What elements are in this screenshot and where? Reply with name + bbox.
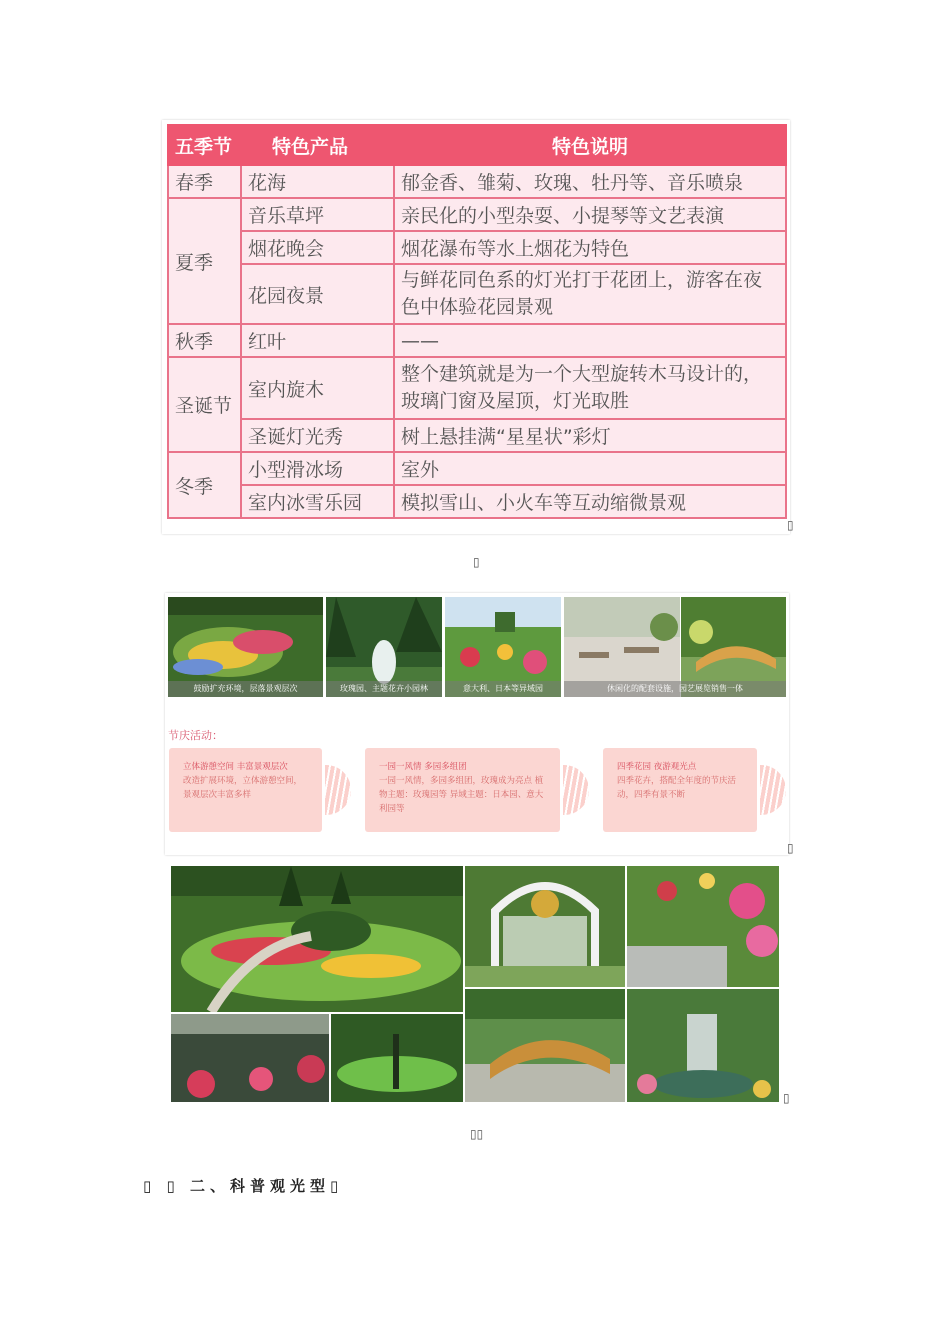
table-row bbox=[168, 452, 786, 485]
season-table-figure bbox=[162, 120, 790, 534]
table-row bbox=[168, 324, 786, 357]
paragraph-mark: ▯ bbox=[783, 1091, 790, 1105]
header-season: 五季节 bbox=[168, 125, 241, 165]
card-body: 四季花卉，搭配全年度的节庆活动，四季有景不断 bbox=[617, 776, 737, 800]
product-cell: 花海 bbox=[241, 165, 394, 198]
garden-activities-figure bbox=[165, 593, 789, 855]
description-cell: 郁金香、雏菊、玫瑰、牡丹等、音乐喷泉 bbox=[394, 165, 786, 198]
petal-ornament bbox=[760, 765, 786, 815]
season-cell: 夏季 bbox=[168, 198, 241, 324]
garden-photo-collage bbox=[169, 864, 781, 1104]
description-cell: 与鲜花同色系的灯光打于花团上，游客在夜色中体验花园景观 bbox=[394, 264, 786, 324]
product-cell: 小型滑冰场 bbox=[241, 452, 394, 485]
description-cell: —— bbox=[394, 324, 786, 357]
petal-ornament bbox=[563, 765, 589, 815]
lawn-fountain-photo bbox=[331, 1014, 463, 1102]
table-row bbox=[168, 264, 786, 324]
description-cell: 室外 bbox=[394, 452, 786, 485]
table-row bbox=[168, 198, 786, 231]
description-cell: 亲民化的小型杂耍、小提琴等文艺表演 bbox=[394, 198, 786, 231]
sunken-garden-photo bbox=[171, 866, 463, 1012]
photo-caption: 休闲化的配套设施，园艺展览销售一体 bbox=[564, 681, 786, 697]
card-title: 立体游憩空间 丰富景观层次 bbox=[183, 762, 288, 772]
photo-caption: 意大利、日本等异域园 bbox=[445, 681, 561, 697]
header-product: 特色产品 bbox=[241, 125, 394, 165]
paragraph-mark: ▯▯ bbox=[470, 1127, 484, 1141]
table-row bbox=[168, 165, 786, 198]
season-cell: 冬季 bbox=[168, 452, 241, 518]
season-cell: 秋季 bbox=[168, 324, 241, 357]
table-header-row bbox=[168, 125, 786, 165]
activity-card bbox=[603, 748, 757, 832]
flower-bed-photo bbox=[627, 866, 779, 987]
description-cell: 烟花瀑布等水上烟花为特色 bbox=[394, 231, 786, 264]
description-cell: 模拟雪山、小火车等互动缩微景观 bbox=[394, 485, 786, 518]
header-description: 特色说明 bbox=[394, 125, 786, 165]
description-cell: 树上悬挂满“星星状”彩灯 bbox=[394, 419, 786, 452]
section-heading: ▯ ▯ 二、科普观光型▯ bbox=[143, 1177, 344, 1195]
paragraph-mark: ▯ bbox=[787, 841, 794, 855]
product-cell: 花园夜景 bbox=[241, 264, 394, 324]
paragraph-mark: ▯ bbox=[787, 518, 794, 532]
table-row bbox=[168, 485, 786, 518]
card-body: 一园一风情，多园多组团，玫瑰成为亮点 植物主题：玫瑰园等 异域主题：日本园、意大利园等 bbox=[379, 776, 544, 814]
product-cell: 圣诞灯光秀 bbox=[241, 419, 394, 452]
table-row bbox=[168, 419, 786, 452]
hanging-flowers-photo bbox=[171, 1014, 329, 1102]
trellis-arch-photo bbox=[465, 866, 625, 987]
product-cell: 室内旋木 bbox=[241, 357, 394, 419]
curved-bench-photo bbox=[465, 989, 625, 1102]
table-row bbox=[168, 357, 786, 419]
card-body: 改造扩展环境，立体游憩空间，景观层次丰富多样 bbox=[183, 776, 303, 800]
product-cell: 音乐草坪 bbox=[241, 198, 394, 231]
product-cell: 烟花晚会 bbox=[241, 231, 394, 264]
card-title: 四季花园 夜游观光点 bbox=[617, 762, 697, 772]
table-row bbox=[168, 231, 786, 264]
product-cell: 红叶 bbox=[241, 324, 394, 357]
season-cell: 圣诞节 bbox=[168, 357, 241, 452]
season-cell: 春季 bbox=[168, 165, 241, 198]
product-cell: 室内冰雪乐园 bbox=[241, 485, 394, 518]
paragraph-mark: ▯ bbox=[473, 555, 480, 569]
activity-card bbox=[365, 748, 560, 832]
activity-card bbox=[169, 748, 322, 832]
season-product-table bbox=[167, 124, 787, 519]
card-title: 一园一风情 多园多组团 bbox=[379, 762, 467, 772]
description-cell: 整个建筑就是为一个大型旋转木马设计的，玻璃门窗及屋顶，灯光取胜 bbox=[394, 357, 786, 419]
petal-ornament bbox=[325, 765, 351, 815]
waterfall-garden-photo bbox=[627, 989, 779, 1102]
photo-caption: 玫瑰园、主题花卉小园林 bbox=[326, 681, 442, 697]
photo-caption: 鼓励扩充环境，层落景观层次 bbox=[168, 681, 323, 697]
activity-title: 节庆活动： bbox=[168, 729, 223, 742]
